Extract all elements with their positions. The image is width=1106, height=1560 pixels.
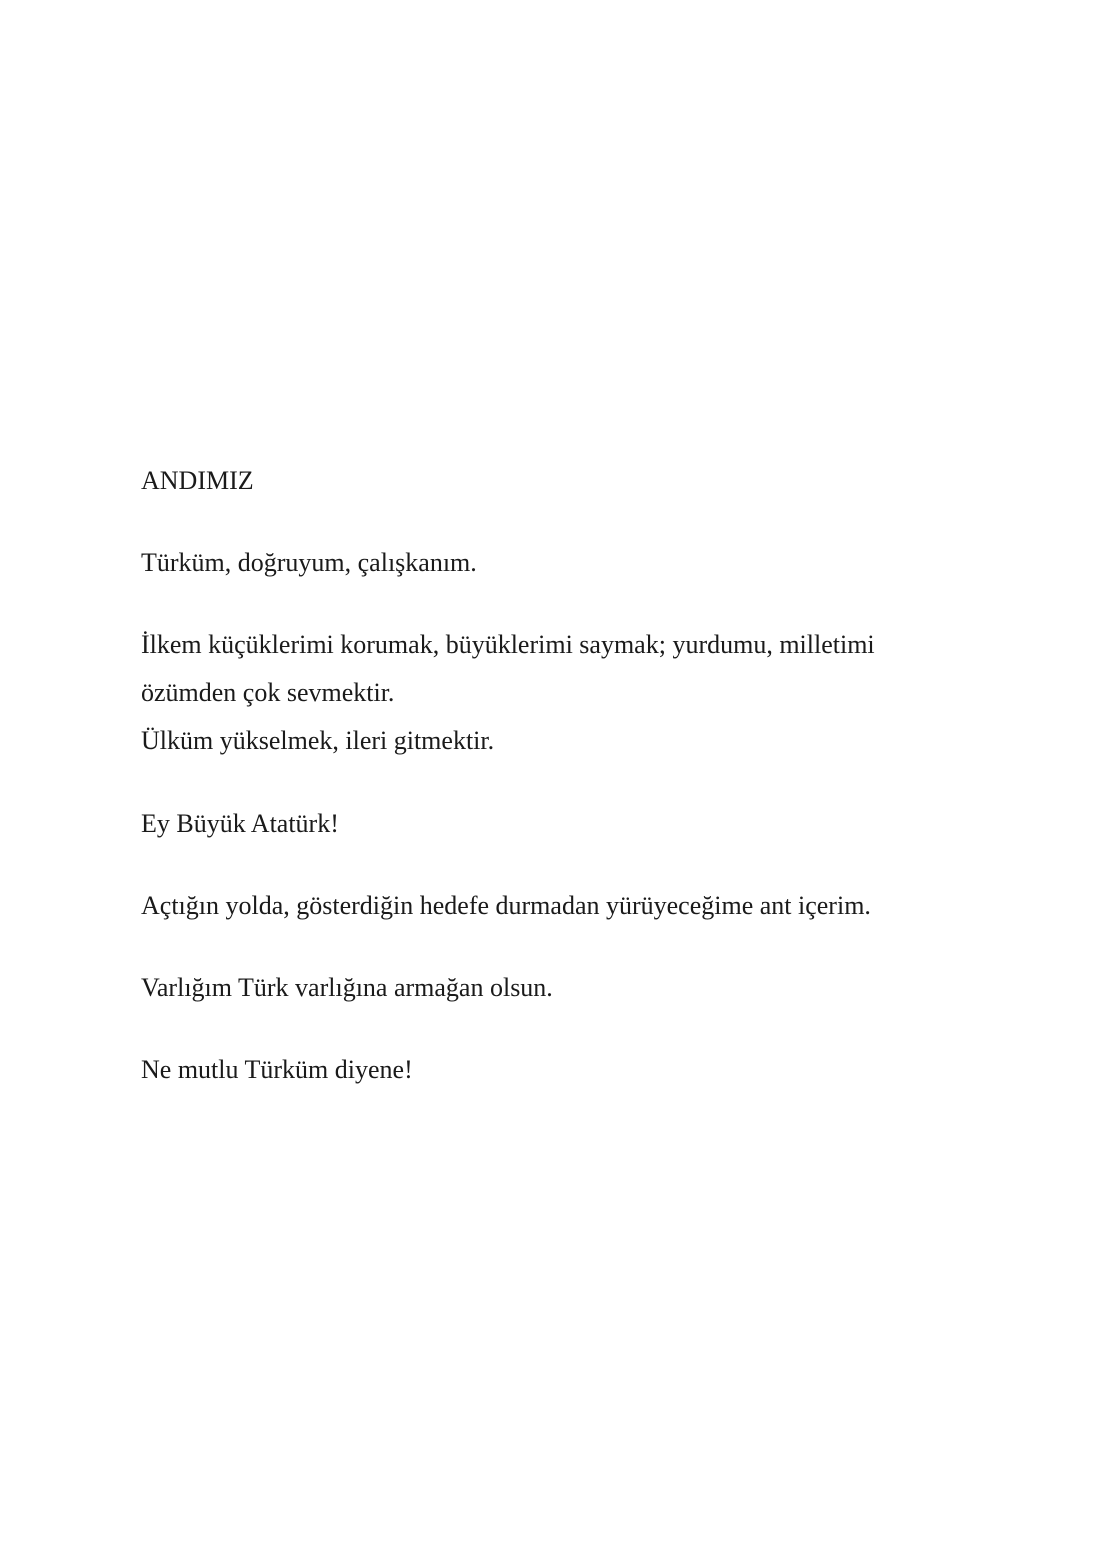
text-line-6: Açtığın yolda, gösterdiğin hedefe durmadan yürüyeceğime ant içerim. [141, 891, 871, 920]
document-title: ANDIMIZ [141, 466, 254, 495]
text-line-5: Ey Büyük Atatürk! [141, 809, 339, 838]
text-line-8: Ne mutlu Türküm diyene! [141, 1055, 413, 1084]
text-line-7: Varlığım Türk varlığına armağan olsun. [141, 973, 553, 1002]
text-line-1: Türküm, doğruyum, çalışkanım. [141, 548, 477, 577]
text-line-2: İlkem küçüklerimi korumak, büyüklerimi saymak; yurdumu, milletimi [141, 630, 875, 659]
oath-text-block [141, 462, 1021, 1089]
text-line-3: özümden çok sevmektir. [141, 678, 395, 707]
text-line-4: Ülküm yükselmek, ileri gitmektir. [141, 726, 495, 755]
